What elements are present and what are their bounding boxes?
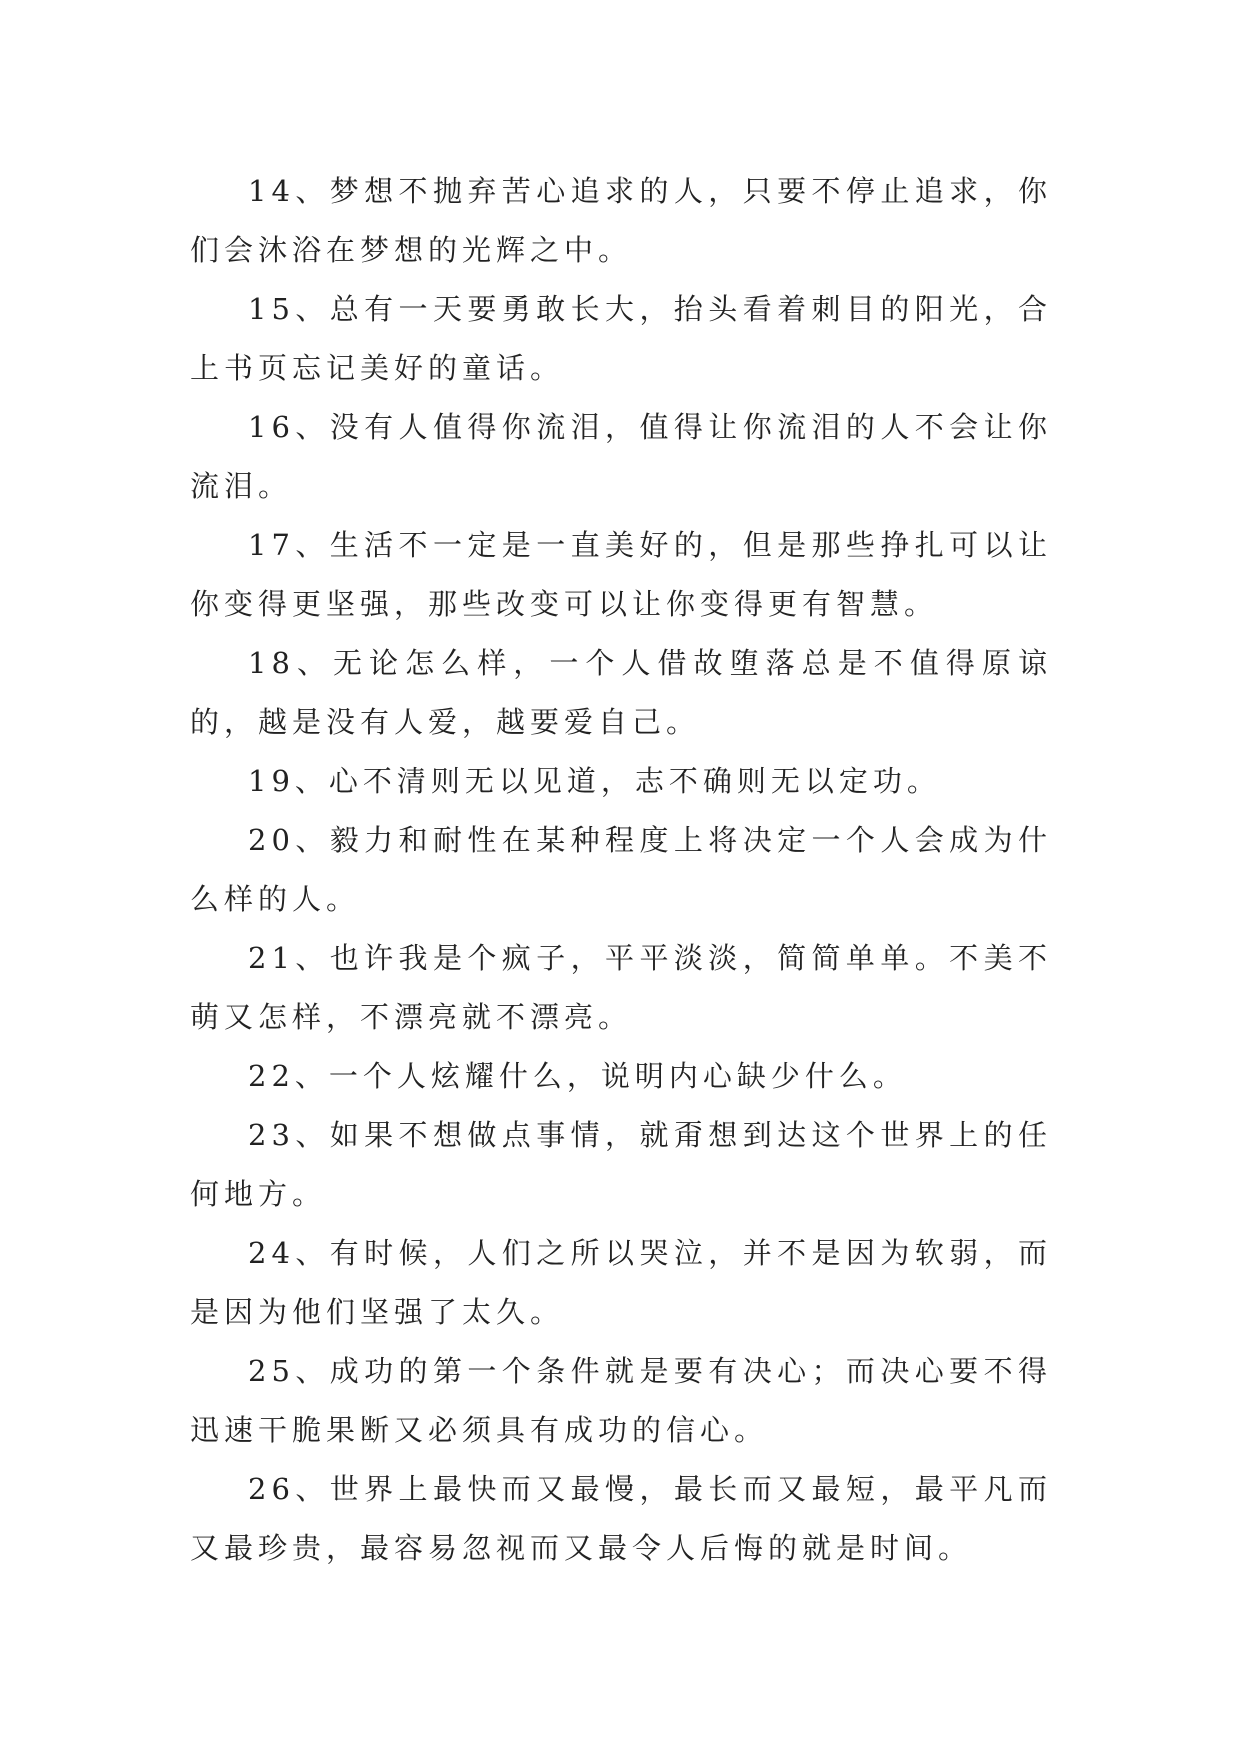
paragraph-25: 25、成功的第一个条件就是要有决心；而决心要不得迅速干脆果断又必须具有成功的信心。	[190, 1354, 1052, 1447]
paragraph-17: 17、生活不一定是一直美好的，但是那些挣扎可以让你变得更坚强，那些改变可以让你变得更有智慧。	[190, 528, 1052, 621]
paragraph-18: 18、无论怎么样，一个人借故堕落总是不值得原谅的，越是没有人爱，越要爱自己。	[190, 646, 1052, 739]
paragraph-14: 14、梦想不抛弃苦心追求的人，只要不停止追求，你们会沐浴在梦想的光辉之中。	[190, 174, 1052, 267]
document-body	[190, 162, 1052, 1578]
paragraph-19: 19、心不清则无以见道，志不确则无以定功。	[248, 764, 941, 798]
paragraph-22: 22、一个人炫耀什么，说明内心缺少什么。	[248, 1059, 907, 1093]
paragraph-20: 20、毅力和耐性在某种程度上将决定一个人会成为什么样的人。	[190, 823, 1052, 916]
paragraph-26: 26、世界上最快而又最慢，最长而又最短，最平凡而又最珍贵，最容易忽视而又最令人后悔的就是时间。	[190, 1472, 1052, 1565]
paragraph-24: 24、有时候，人们之所以哭泣，并不是因为软弱，而是因为他们坚强了太久。	[190, 1236, 1052, 1329]
paragraph-16: 16、没有人值得你流泪，值得让你流泪的人不会让你流泪。	[190, 410, 1052, 503]
paragraph-23: 23、如果不想做点事情，就甭想到达这个世界上的任何地方。	[190, 1118, 1052, 1211]
paragraph-21: 21、也许我是个疯子，平平淡淡，简简单单。不美不萌又怎样，不漂亮就不漂亮。	[190, 941, 1052, 1034]
paragraph-15: 15、总有一天要勇敢长大，抬头看着刺目的阳光，合上书页忘记美好的童话。	[190, 292, 1052, 385]
